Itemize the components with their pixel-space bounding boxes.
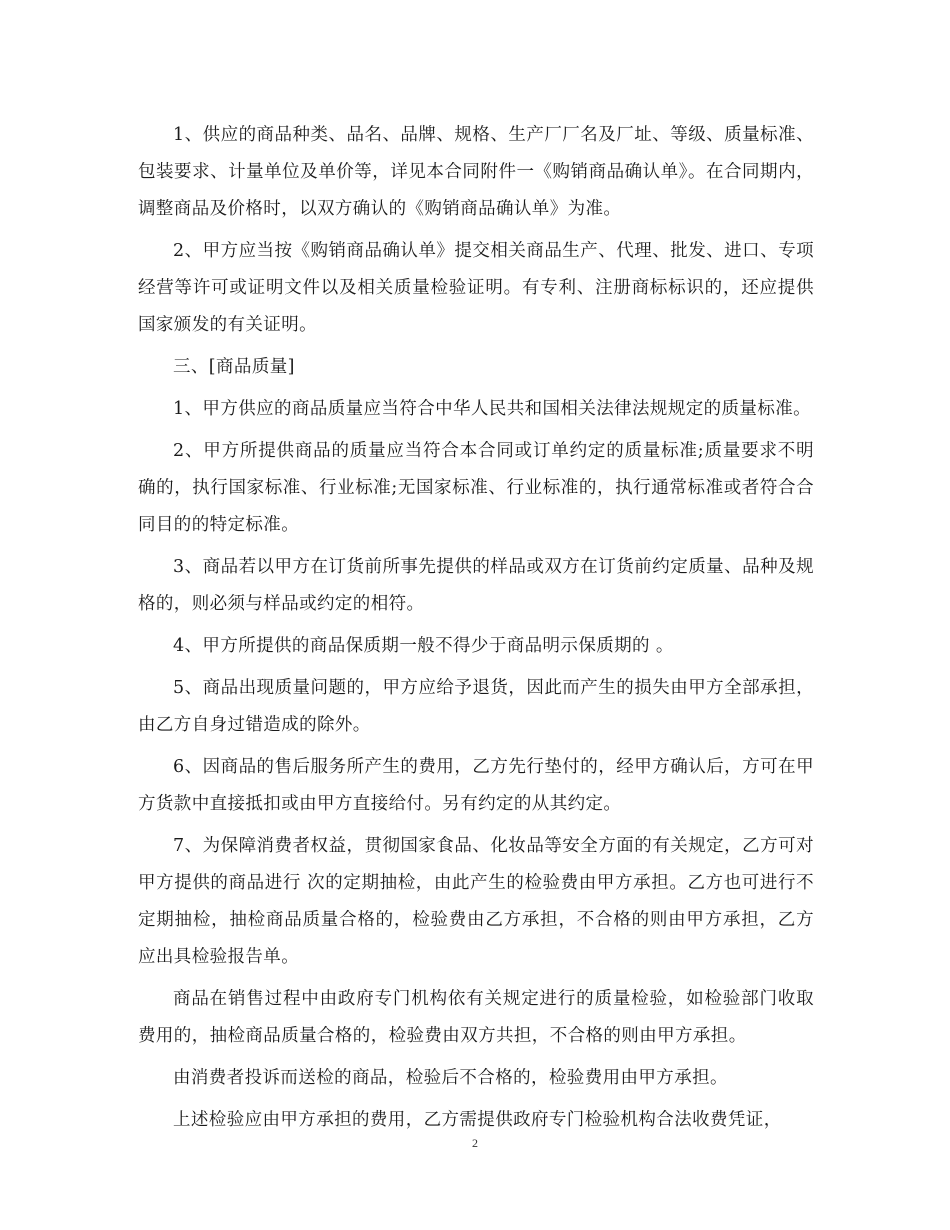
- paragraph-supply-items: 1、供应的商品种类、品名、品牌、规格、生产厂厂名及厂址、等级、质量标准、包装要求、计量单位及单价等，详见本合同附件一《购销商品确认单》。在合同期内，调整商品及价格时，以双方确认的《购销商品确认单》为准。: [138, 125, 814, 219]
- section-heading-quality: 三、[商品质量]: [173, 357, 295, 377]
- paragraph-shelf-life: 4、甲方所提供的商品保质期一般不得少于商品明示保质期的 。: [173, 636, 674, 656]
- paragraph-inspection-fees: 上述检验应由甲方承担的费用，乙方需提供政府专门检验机构合法收费凭证，: [173, 1110, 782, 1130]
- paragraph-inspection: 7、为保障消费者权益，贯彻国家食品、化妆品等安全方面的有关规定，乙方可对甲方提供的商品进行 次的定期抽检，由此产生的检验费由甲方承担。乙方也可进行不定期抽检，抽检商品质量合格的，检验费由乙方承担，不合格的则由甲方承担，乙方应出具检验报告单。: [138, 836, 814, 967]
- paragraph-consumer-complaint: 由消费者投诉而送检的商品，检验后不合格的，检验费用由甲方承担。: [173, 1068, 728, 1088]
- paragraph-returns: 5、商品出现质量问题的，甲方应给予退货，因此而产生的损失由甲方全部承担，由乙方自身过错造成的除外。: [138, 678, 814, 735]
- paragraph-government-inspection: 商品在销售过程中由政府专门机构依有关规定进行的质量检验，如检验部门收取费用的，抽检商品质量合格的，检验费由双方共担，不合格的则由甲方承担。: [138, 989, 814, 1046]
- page-number: 2: [472, 1136, 478, 1150]
- paragraph-certificates: 2、甲方应当按《购销商品确认单》提交相关商品生产、代理、批发、进口、专项经营等许可或证明文件以及相关质量检验证明。有专利、注册商标标识的，还应提供国家颁发的有关证明。: [138, 241, 814, 335]
- paragraph-quality-law: 1、甲方供应的商品质量应当符合中华人民共和国相关法律法规规定的质量标准。: [173, 399, 812, 419]
- document-body: [138, 117, 814, 1144]
- paragraph-quality-standard: 2、甲方所提供商品的质量应当符合本合同或订单约定的质量标准;质量要求不明确的，执行国家标准、行业标准;无国家标准、行业标准的，执行通常标准或者符合合同目的的特定标准。: [138, 441, 814, 535]
- paragraph-sample-match: 3、商品若以甲方在订货前所事先提供的样品或双方在订货前约定质量、品种及规格的，则必须与样品或约定的相符。: [138, 557, 814, 614]
- paragraph-after-sales: 6、因商品的售后服务所产生的费用，乙方先行垫付的，经甲方确认后，方可在甲方货款中直接抵扣或由甲方直接给付。另有约定的从其约定。: [138, 757, 814, 814]
